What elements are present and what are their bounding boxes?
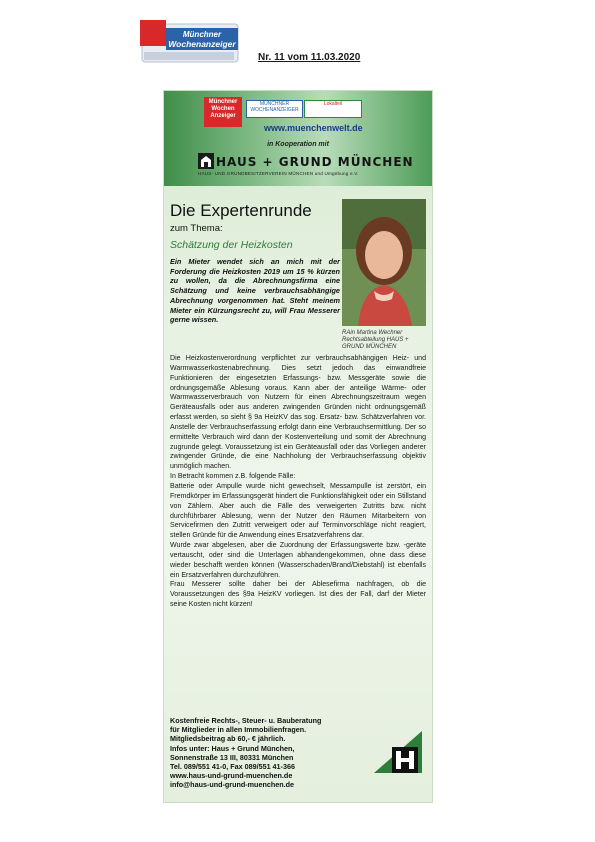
footer-line: für Mitglieder in allen Immobilienfragen. bbox=[170, 725, 307, 735]
membership-info bbox=[170, 716, 370, 790]
logo-wochenanzeiger-mini: Münchner Wochen Anzeiger bbox=[204, 97, 242, 127]
body-paragraph: Wurde zwar abgelesen, aber die Zuordnung der Erfassungswerte bzw. -geräte vertauscht, oder sind die Unterlagen abhandengekommen, ohne dass diese wieder beschafft werden können (Wasserschaden/Brand/Diebstahl) ist ebenfalls ein Ersatzverfahren durchzuführen. bbox=[170, 542, 426, 579]
logo-line1: Münchner bbox=[182, 30, 222, 39]
website-url[interactable]: www.muenchenwelt.de bbox=[264, 123, 363, 133]
photo-caption: RAin Martina Wechner Rechtsabteilung HAUS + GRUND MÜNCHEN bbox=[342, 330, 409, 350]
haus-grund-logo-icon bbox=[370, 721, 426, 777]
footer-line: Mitgliedsbeitrag ab 60,- € jährlich. bbox=[170, 734, 286, 744]
wochenanzeiger-logo bbox=[138, 18, 242, 68]
logo-muenchner-mini: MÜNCHNER WOCHENANZEIGER bbox=[246, 100, 303, 118]
body-paragraph: In Betracht kommen z.B. folgende Fälle: bbox=[170, 473, 296, 481]
article-body bbox=[170, 354, 426, 610]
article-title: Die Expertenrunde bbox=[170, 201, 312, 220]
author-photo bbox=[342, 199, 426, 326]
footer-line: Kostenfreie Rechts-, Steuer- u. Bauberatung bbox=[170, 716, 322, 725]
body-paragraph: Die Heizkostenverordnung verpflichtet zur verbrauchsabhängigen Heiz- und Warmwasserkostenabrechnung. Dies setzt jedoch das einwandfreie Funktionieren der eingesetzten Erfassungs- bzw. Messgeräte sowie die ordnungsgemäße Ablesung voraus. Kann aber der anteilige Wärme- oder Warmwasserverbrauch von Nutzern für einen Abrechnungszeitraum wegen Geräteausfalls oder aus anderen zwingenden Gründen nicht ordnungsgemäß erfasst werden, so sieht § 9a HeizKV das sog. Ersatz- bzw. Schätzverfahren vor. Anstelle der Verbrauchserfassung erfolgt dann eine Verbrauchsermittlung. Der so ermittelte Verbrauch wird dann der Kostenverteilung und somit der Abrechnung zugrunde gelegt. Voraussetzung ist ein Geräteausfall oder das Vorliegen anderer zwingender Gründe, die eine Nachholung der Verbrauchserfassung objektiv unmöglich machen. bbox=[170, 355, 426, 471]
house-icon bbox=[198, 153, 214, 169]
article-clipping bbox=[163, 90, 433, 803]
body-paragraph: Batterie oder Ampulle wurde nicht gewechselt, Messampulle ist zerstört, ein Fremdkörper im Erfassungsgerät hindert die Funktionsfähigkeit oder ein Stillstand von Zählern. Aber auch die Fälle des verweigerten Zutritts bzw. nicht durchführbarer Ablesung, wenn der Nutzer den Räumen Mitarbeitern von Servicefirmen den Zutritt verweigert oder auf Terminvorschläge nicht reagiert, stellen Gründe für die Anwendung eines Ersatzverfahrens dar. bbox=[170, 482, 426, 540]
org-subtitle: HAUS- UND GRUNDBESITZERVEREIN MÜNCHEN und Umgebung e.V. bbox=[198, 171, 359, 176]
logo-lokalteil-mini: Lokalteil bbox=[304, 100, 362, 118]
footer-email[interactable]: info@haus-und-grund-muenchen.de bbox=[170, 780, 294, 790]
topic-label: zum Thema: bbox=[170, 223, 223, 234]
header-banner bbox=[164, 91, 432, 186]
body-paragraph: Frau Messerer sollte daher bei der Ablesefirma nachfragen, ob die Voraussetzungen des §9a HeizKV vorliegen. Ist dies der Fall, darf der Mieter seine Kosten nicht kürzen! bbox=[170, 581, 426, 609]
footer-line: Sonnenstraße 13 III, 80331 München bbox=[170, 752, 294, 762]
footer-line: Infos unter: Haus + Grund München, bbox=[170, 743, 295, 753]
logo-line2: Wochenanzeiger bbox=[168, 39, 236, 49]
footer-line: Tel. 089/551 41-0, Fax 089/551 41-366 bbox=[170, 762, 295, 772]
topic-heading: Schätzung der Heizkosten bbox=[170, 239, 293, 251]
cooperation-label: in Kooperation mit bbox=[267, 141, 329, 148]
org-name: HAUS + GRUND MÜNCHEN bbox=[216, 155, 414, 169]
footer-website[interactable]: www.haus-und-grund-muenchen.de bbox=[170, 771, 293, 781]
issue-date: Nr. 11 vom 11.03.2020 bbox=[258, 52, 361, 63]
article-intro: Ein Mieter wendet sich an mich mit der Forderung die Heizkosten 2019 um 15 % kürzen zu wollen, da die Abrechnungsfirma eine Schätzung und keine verbrauchsabhängige Abrechnung vorgenommen hat. Steht meinem Mieter ein Kürzungsrecht zu, will Frau Messerer gerne wissen. bbox=[170, 257, 340, 325]
